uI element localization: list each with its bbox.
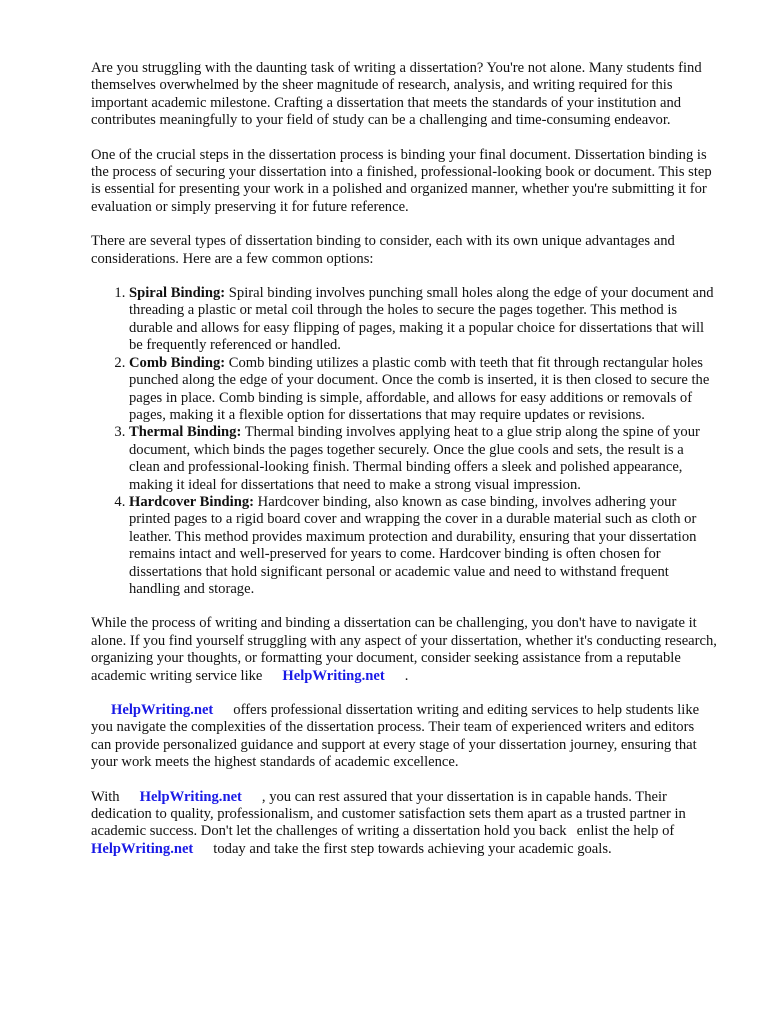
intro-paragraph-2: One of the crucial steps in the dissertation process is binding your final document. Dissertation binding is the process of securing your dissertation into a finished, professional-looking book or document. This step is essential for presenting your work in a polished and organized manner, whether you're submitting it for evaluation or simply preserving it for future reference. [91, 146, 712, 215]
brand-link[interactable]: HelpWriting.net [282, 667, 385, 684]
closing-text: enlist the help of [576, 823, 675, 840]
binding-description: Hardcover binding, also known as case binding, involves adhering your printed pages to a rigid board cover and wrapping the cover in a durable material such as cloth or leather. This method provides maximum protection and durability, ensuring that your dissertation remains intact and well-preserved for years to come. Hardcover binding is often chosen for dissertations that hold significant personal or academic value and need to withstand frequent handling and storage. [129, 493, 697, 597]
closing-text: While the process of writing and binding a dissertation can be challenging, you don't have to navigate it alone. If you find yourself struggling with any aspect of your dissertation, whether it's conducting research, organizing your thoughts, or formatting your document, consider seeking assistance from a reputable academic writing service like [91, 615, 717, 684]
intro-paragraph-1: Are you struggling with the daunting task of writing a dissertation? You're not alone. Many students find themselves overwhelmed by the sheer magnitude of research, analysis, and writing required for this important academic milestone. Crafting a dissertation that meets the standards of your institution and contributes meaningfully to your field of study can be a challenging and time-consuming endeavor. [91, 60, 702, 129]
binding-term: Spiral Binding: [129, 285, 226, 302]
list-item [129, 355, 718, 425]
closing-paragraph-1 [91, 615, 718, 685]
closing-text: With [91, 788, 120, 805]
binding-types-list [91, 285, 718, 598]
binding-description: Thermal binding involves applying heat to a glue strip along the spine of your document, which binds the pages together securely. Once the glue cools and sets, the result is a clean and professional-looking finish. Thermal binding offers a sleek and polished appearance, making it ideal for dissertations that need to make a strong visual impression. [129, 424, 700, 493]
closing-paragraph-3 [91, 789, 718, 859]
list-item [129, 424, 718, 494]
brand-link[interactable]: HelpWriting.net [139, 788, 242, 805]
intro-paragraph-3: There are several types of dissertation binding to consider, each with its own unique advantages and considerations. Here are a few common options: [91, 233, 675, 267]
binding-term: Thermal Binding: [129, 424, 242, 441]
binding-term: Comb Binding: [129, 354, 226, 371]
list-item [129, 494, 718, 598]
closing-text: today and take the first step towards achieving your academic goals. [213, 840, 612, 857]
closing-text: , you can rest assured that your dissertation is in capable hands. Their dedication to quality, professionalism, and customer satisfaction sets them apart as a trusted partner in academic success. Don't let the challenges of writing a dissertation hold you back [91, 788, 686, 840]
brand-link[interactable]: HelpWriting.net [111, 702, 214, 718]
binding-description: Comb binding utilizes a plastic comb with teeth that fit through rectangular holes punched along the edge of your document. Once the comb is inserted, it is then closed to secure the pages in place. Comb binding is simple, affordable, and allows for easy additions or removals of pages, making it a flexible option for dissertations that may require updates or revisions. [129, 354, 710, 423]
binding-term: Hardcover Binding: [129, 493, 255, 510]
brand-link[interactable]: HelpWriting.net [91, 840, 194, 857]
closing-text: offers professional dissertation writing and editing services to help students like you navigate the complexities of the dissertation process. Their team of experienced writers and editors can provide personalized guidance and support at every stage of your dissertation journey, ensuring that your work meets the highest standards of academic excellence. [91, 702, 700, 771]
list-item [129, 285, 718, 355]
closing-text: . [404, 667, 409, 684]
closing-paragraph-2 [91, 702, 718, 772]
binding-description: Spiral binding involves punching small holes along the edge of your document and threading a plastic or metal coil through the holes to secure the pages together. This method is durable and allows for easy flipping of pages, making it a popular choice for dissertations that will be frequently referenced or handled. [129, 285, 714, 354]
